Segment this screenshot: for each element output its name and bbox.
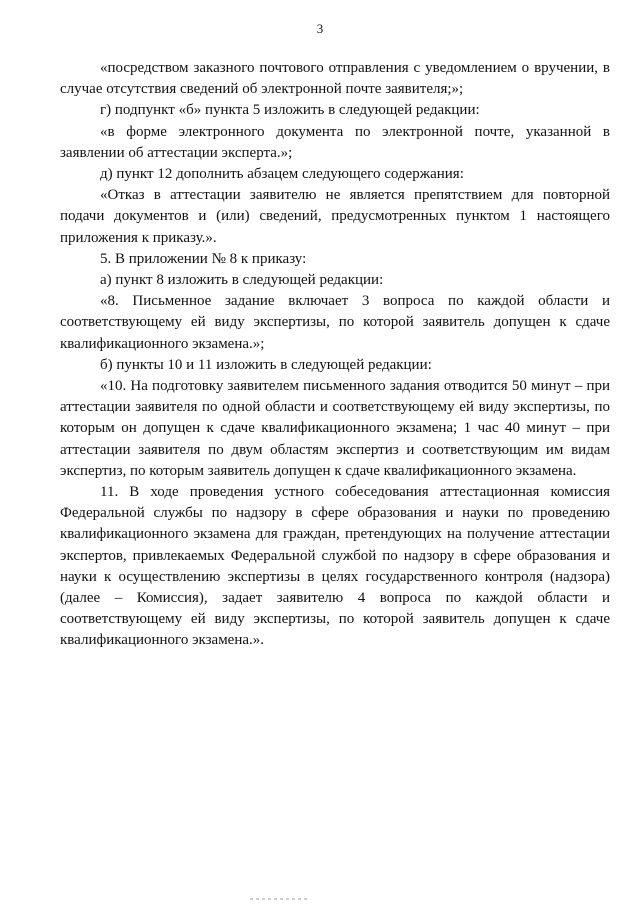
paragraph-subitem-d: д) пункт 12 дополнить абзацем следующего содержания: bbox=[100, 166, 464, 183]
paragraph-refusal-note: «Отказ в аттестации заявителю не является препятствием для повторной подачи документов и (или) сведений, предусмотренных пунктом 1 настоящего приложения к приказу.». bbox=[60, 187, 610, 246]
document-body bbox=[60, 58, 610, 652]
paragraph-item-10-text: «10. На подготовку заявителем письменного задания отводится 50 минут – при аттестации заявителя по одной области и соответствующему ей виду экспертизы, по которым он допущен к сдаче квалификационного экзамена; 1 час 40 минут – при аттестации заявителя по двум областям экспертиз и соответствующим им видам экспертиз, по которым заявитель допущен к сдаче квалификационного экзамена. bbox=[60, 378, 610, 479]
paragraph-subitem-g: г) подпункт «б» пункта 5 изложить в следующей редакции: bbox=[100, 102, 480, 119]
paragraph-item-8-heading: а) пункт 8 изложить в следующей редакции: bbox=[100, 272, 384, 289]
paragraph-electronic-document: «в форме электронного документа по электронной почте, указанной в заявлении об аттестации эксперта.»; bbox=[60, 123, 610, 161]
paragraph-appendix-8: 5. В приложении № 8 к приказу: bbox=[100, 250, 307, 267]
page-number: 3 bbox=[316, 21, 324, 36]
scan-artifact-line bbox=[250, 898, 310, 900]
paragraph-postal-delivery: «посредством заказного почтового отправления с уведомлением о вручении, в случае отсутствия сведений об электронной почте заявителя;»; bbox=[60, 60, 610, 98]
paragraph-item-8-text: «8. Письменное задание включает 3 вопроса по каждой области и соответствующему ей виду экспертизы, по которой заявитель допущен к сдаче квалификационного экзамена.»; bbox=[60, 293, 610, 352]
paragraph-item-11-text: 11. В ходе проведения устного собеседования аттестационная комиссия Федеральной службы по надзору в сфере образования и науки по проведению квалификационного экзамена для граждан, претендующих на получение аттестации экспертов, привлекаемых Федеральной службой по надзору в сфере образования и науки к осуществлению экспертизы в целях государственного контроля (надзора) (далее – Комиссия), задает заявителю 4 вопроса по каждой области и соответствующему ей виду экспертизы, по которой заявитель допущен к сдаче квалификационного экзамена.». bbox=[60, 484, 610, 649]
paragraph-items-10-11-heading: б) пункты 10 и 11 изложить в следующей редакции: bbox=[100, 356, 432, 373]
